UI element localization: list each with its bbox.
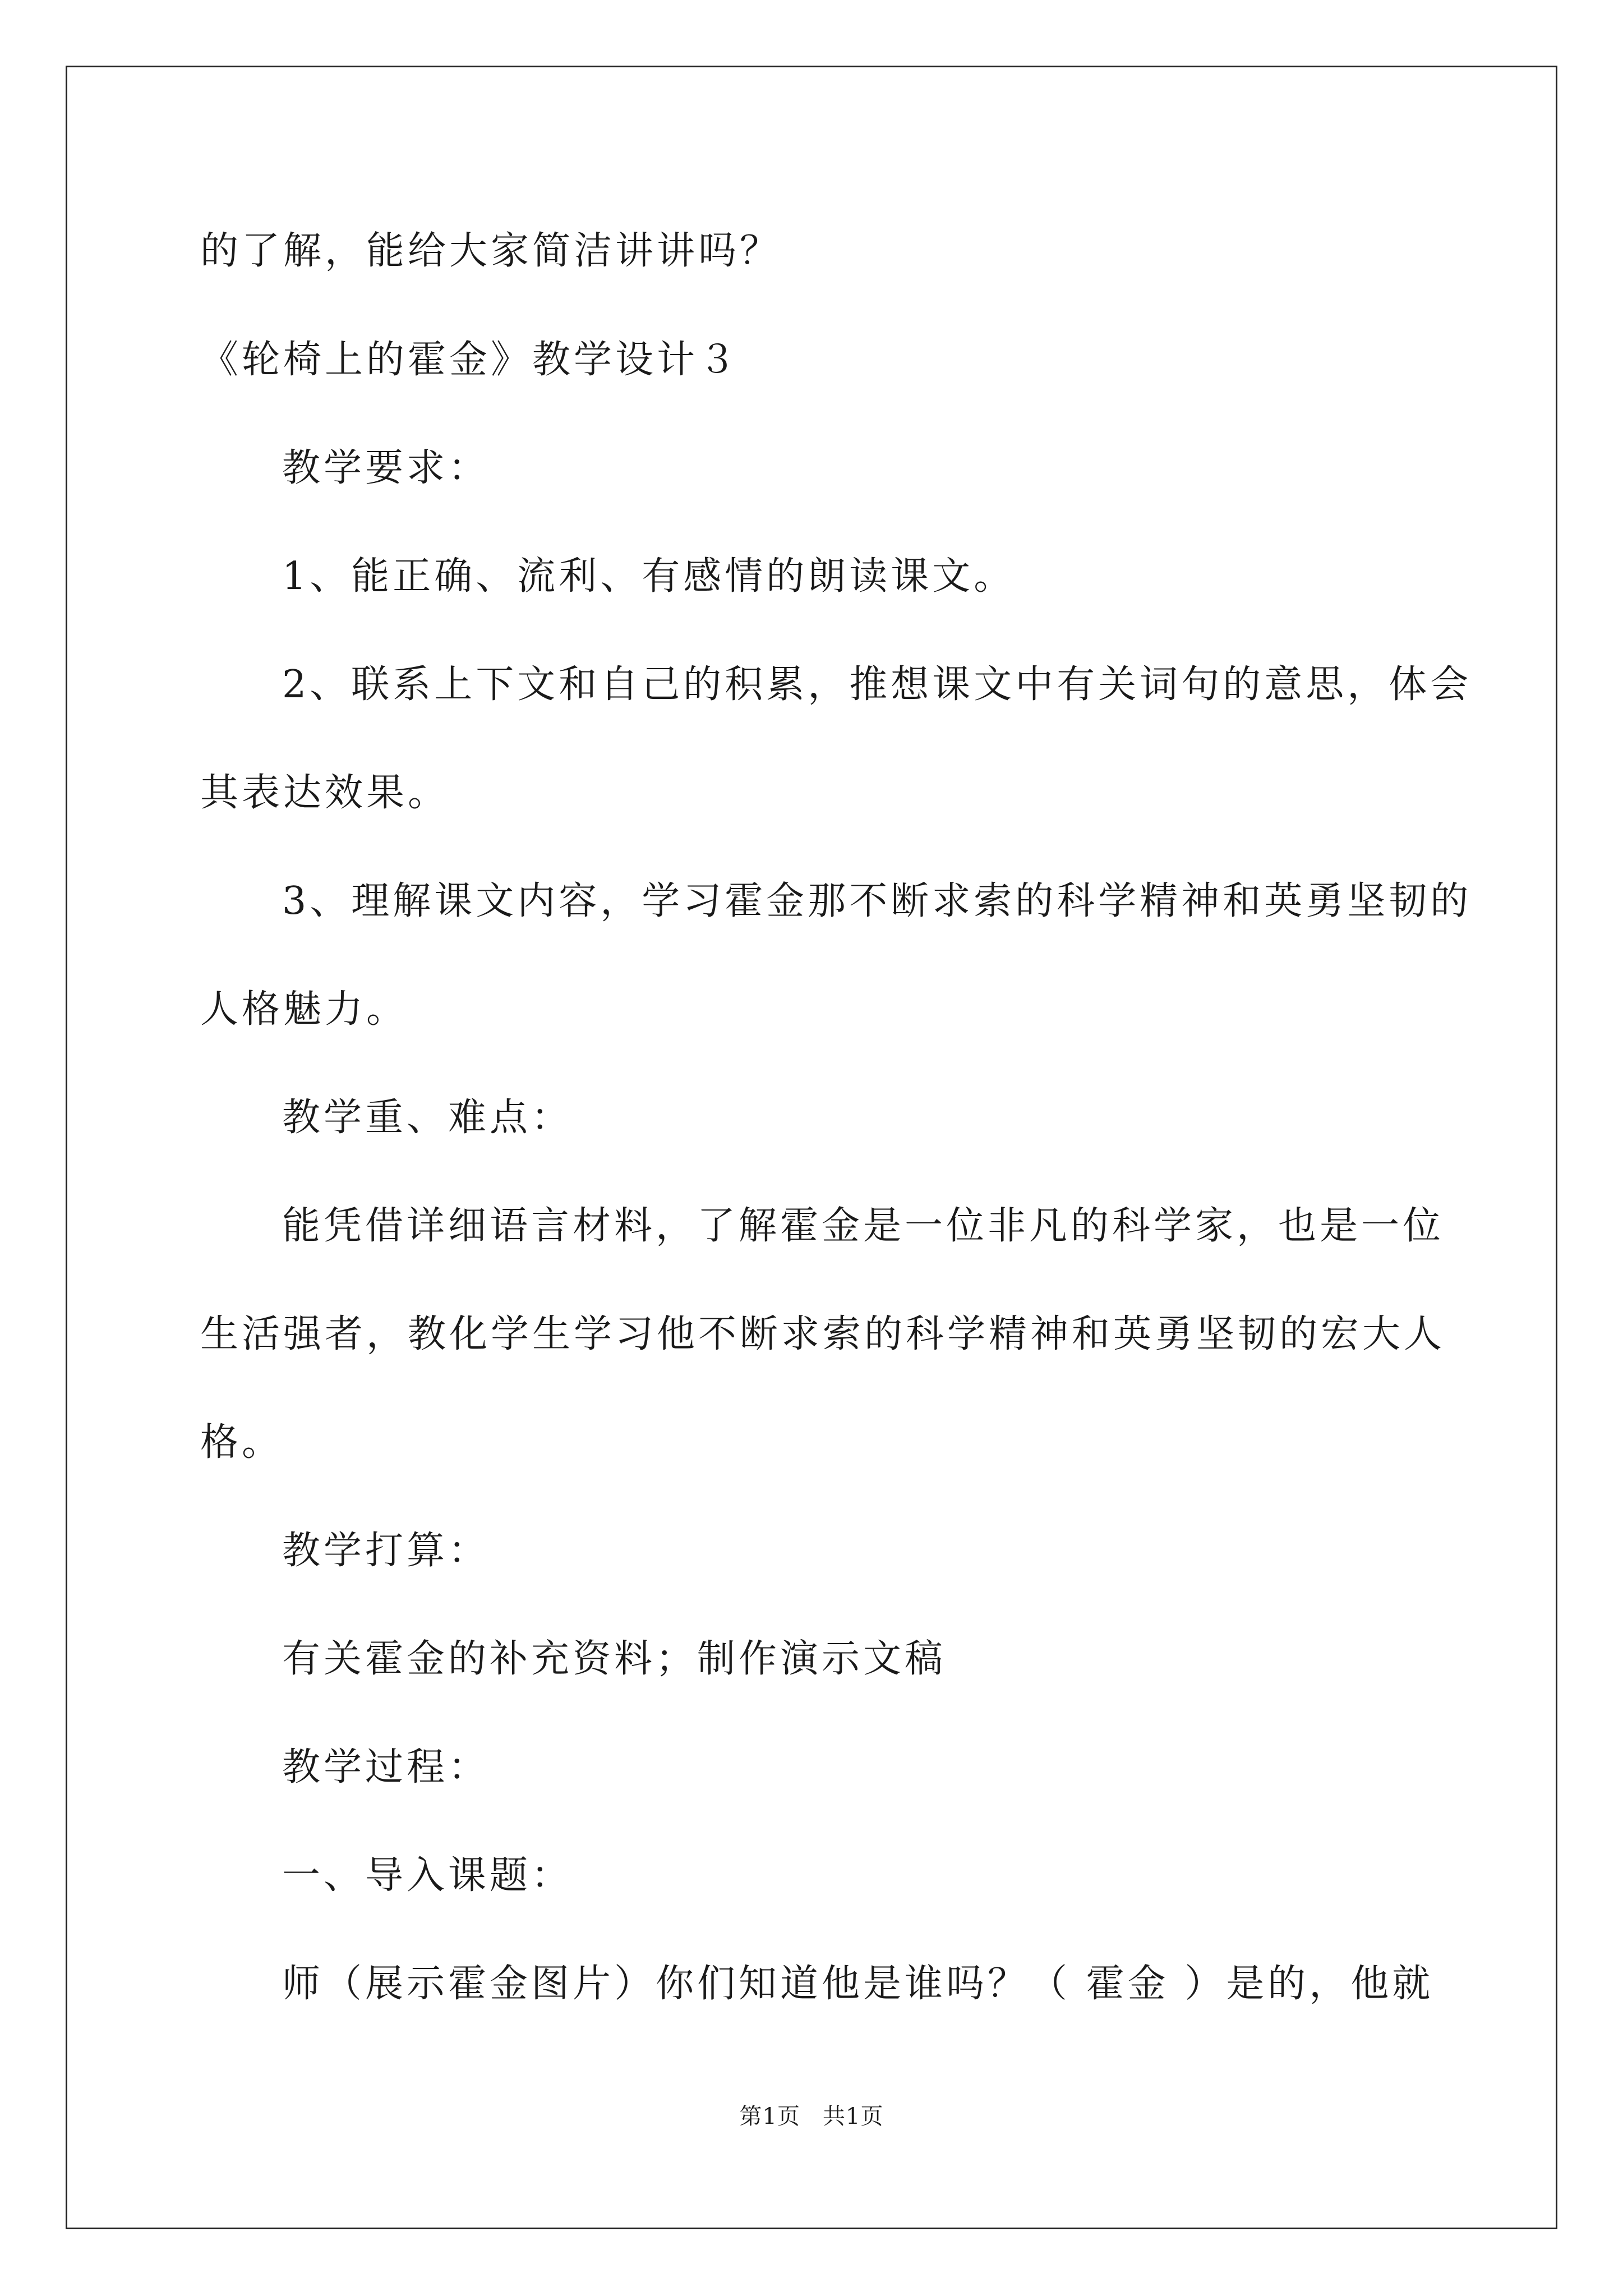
text-line: 3、理解课文内容，学习霍金那不断求索的科学精神和英勇坚韧的	[282, 879, 1472, 923]
text-line: 人格魅力。	[200, 987, 408, 1032]
text-line: 一、导入课题：	[282, 1853, 573, 1898]
heading-preparation: 教学打算：	[282, 1529, 490, 1573]
page-footer	[0, 2102, 1623, 2131]
text-line: 1、能正确、流利、有感情的朗读课文。	[282, 554, 1016, 599]
text-line: 生活强者，教化学生学习他不断求索的科学精神和英勇坚韧的宏大人	[200, 1312, 1446, 1356]
page-border	[66, 66, 1557, 2229]
page-number: 第1页	[739, 2104, 800, 2129]
text-line: 的了解，能给大家简洁讲讲吗？	[200, 229, 782, 273]
heading-key-points: 教学重、难点：	[282, 1096, 573, 1140]
text-line: 师（展示霍金图片）你们知道他是谁吗？（ 霍金 ）是的，他就	[282, 1962, 1434, 2006]
heading-requirements: 教学要求：	[282, 446, 490, 490]
text-line: 其表达效果。	[200, 771, 450, 815]
heading-process: 教学过程：	[282, 1745, 490, 1789]
text-line: 有关霍金的补充资料；制作演示文稿	[282, 1637, 947, 1681]
text-line: 格。	[200, 1420, 284, 1465]
text-line: 能凭借详细语言材料，了解霍金是一位非凡的科学家，也是一位	[282, 1204, 1445, 1248]
section-title: 《轮椅上的霍金》教学设计３	[200, 338, 740, 382]
text-line: 2、联系上下文和自己的积累，推想课文中有关词句的意思，体会	[282, 662, 1472, 707]
page-total: 共1页	[823, 2104, 884, 2129]
